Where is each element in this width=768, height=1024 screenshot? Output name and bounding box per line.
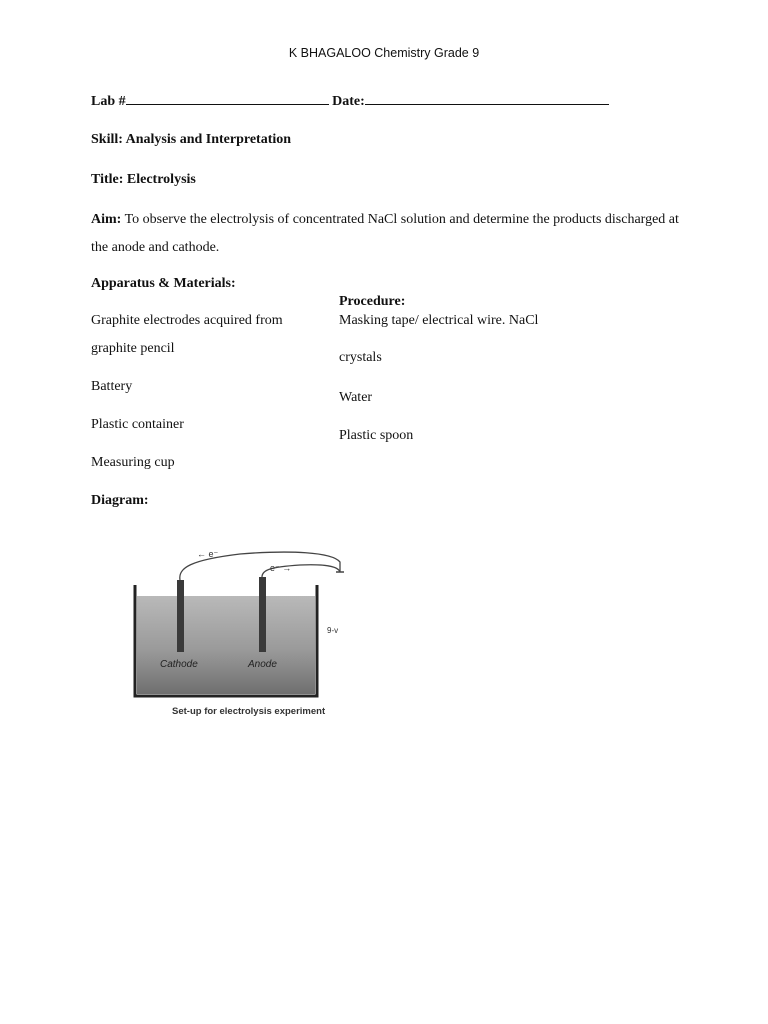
material-item: Plastic spoon	[339, 428, 414, 443]
title-line: Title: Electrolysis	[91, 172, 196, 187]
material-item: Masking tape/ electrical wire. NaCl	[339, 313, 539, 328]
material-item: graphite pencil	[91, 341, 175, 356]
material-item: crystals	[339, 350, 382, 365]
anode-electrode	[259, 577, 266, 652]
date-label: Date:	[332, 94, 365, 109]
diagram-heading: Diagram:	[91, 493, 149, 508]
date-blank[interactable]	[365, 104, 609, 105]
lab-label: Lab #	[91, 94, 126, 109]
electron-flow-right-label: e⁻ →	[270, 563, 292, 573]
electrolyte-solution	[137, 596, 315, 694]
material-item: Water	[339, 390, 373, 405]
battery-voltage-label: 9-v	[327, 626, 339, 635]
material-item: Measuring cup	[91, 455, 175, 470]
lab-date-line	[91, 94, 609, 110]
page-header: K BHAGALOO Chemistry Grade 9	[288, 46, 480, 60]
diagram-caption: Set-up for electrolysis experiment	[172, 706, 326, 717]
electron-flow-left-label: ← e⁻	[197, 549, 219, 559]
aim-paragraph	[91, 206, 681, 262]
aim-label: Aim:	[91, 212, 122, 227]
material-item: Graphite electrodes acquired from	[91, 313, 283, 328]
cathode-electrode	[177, 580, 184, 652]
material-item: Battery	[91, 379, 133, 394]
apparatus-heading: Apparatus & Materials:	[91, 276, 236, 291]
skill-line: Skill: Analysis and Interpretation	[91, 132, 292, 147]
aim-text: To observe the electrolysis of concentrated NaCl solution and determine the products discharged at the anode and cathode.	[91, 212, 679, 255]
anode-label: Anode	[248, 659, 277, 670]
lab-number-blank[interactable]	[126, 104, 329, 105]
material-item: Plastic container	[91, 417, 184, 432]
procedure-heading: Procedure:	[339, 294, 406, 309]
cathode-label: Cathode	[160, 659, 198, 670]
electrolysis-diagram	[120, 540, 360, 725]
